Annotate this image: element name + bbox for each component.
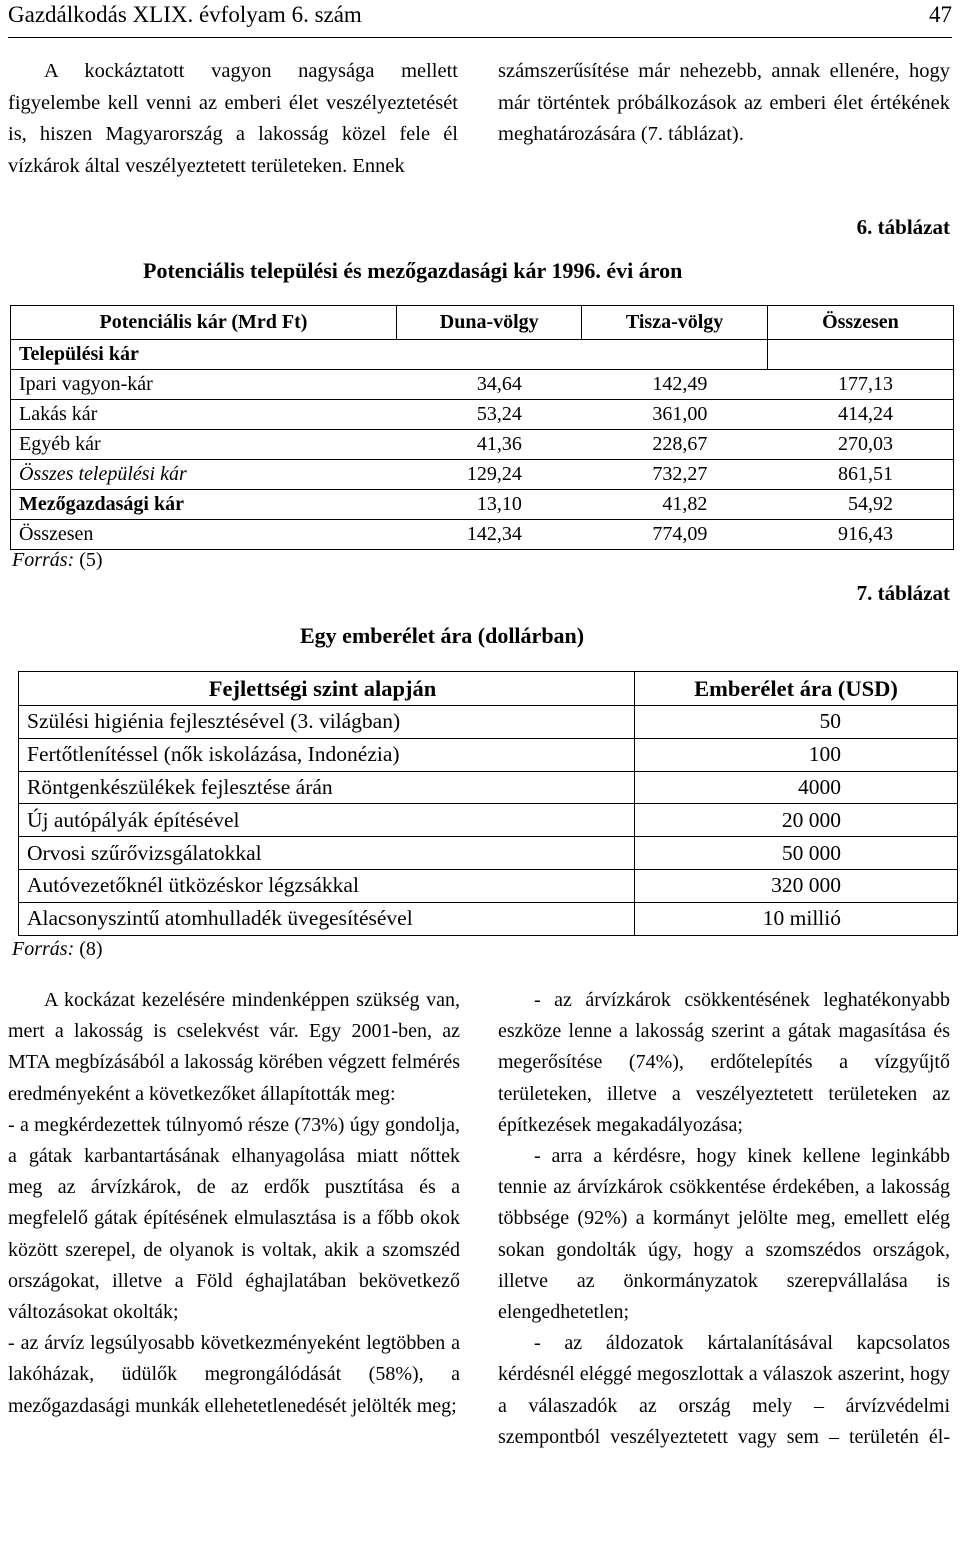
table7-source <box>12 938 103 961</box>
cell-tisza: 732,27 <box>582 460 767 490</box>
table6-source <box>12 549 103 572</box>
cell-duna: 41,36 <box>397 430 582 460</box>
source-label: Forrás: <box>12 549 75 571</box>
row-label: Alacsonyszintű atomhulladék üvegesítésével <box>19 902 635 935</box>
cell-duna: 53,24 <box>397 400 582 430</box>
row-label: Összesen <box>19 523 94 545</box>
row-label: Autóvezetőknél ütközéskor légzsákkal <box>19 869 635 902</box>
cell-value: 20 000 <box>635 804 958 837</box>
paragraph: - az árvíz legsúlyosabb következményeként legtöbben a lakóházak, üdülők megrongálódását (58%), a mezőgazdasági munkák ellehetetlenedését jelölték meg; <box>8 1332 460 1417</box>
paragraph: - az áldozatok kártalanításával kapcsolatos kérdésnél eléggé megoszlottak a válaszok aszerint, hogy a válaszadók az ország mely – árvízvédelmi szempontból veszélyeztetett vagy sem – területén él- <box>498 1332 950 1448</box>
row-label: Összes települési kár <box>11 460 397 490</box>
row-label: Fertőtlenítéssel (nők iskolázása, Indonézia) <box>19 738 635 771</box>
cell-value: 4000 <box>635 771 958 804</box>
col-header: Összesen <box>767 306 953 340</box>
source-label: Forrás: <box>12 938 75 960</box>
top-right-column <box>498 56 950 151</box>
life-value-table <box>18 671 958 936</box>
section-row <box>11 340 954 370</box>
table-row <box>11 400 954 430</box>
row-label: Orvosi szűrővizsgálatokkal <box>19 837 635 870</box>
cell-value: 50 000 <box>635 837 958 870</box>
paragraph: A kockáztatott vagyon nagysága mellett figyelembe kell venni az emberi élet veszélyeztetését is, hiszen Magyarország a lakosság közel fele él vízkárok által veszélyeztetett területeken. Ennek <box>8 60 458 177</box>
paragraph: számszerűsítése már nehezebb, annak ellenére, hogy már történtek próbálkozások az emberi élet értékének meghatározására (7. táblázat). <box>498 60 950 145</box>
cell-total: 270,03 <box>767 430 953 460</box>
table7-label: 7. táblázat <box>856 581 950 605</box>
table-header-row <box>19 672 958 706</box>
page-number: 47 <box>929 2 952 27</box>
table-row <box>19 902 958 935</box>
cell-duna: 129,24 <box>397 460 582 490</box>
cell-tisza: 361,00 <box>582 400 767 430</box>
table6-label: 6. táblázat <box>856 215 950 239</box>
table-row <box>11 520 954 550</box>
cell-total: 177,13 <box>767 370 953 400</box>
top-left-column <box>8 56 458 182</box>
paragraph: - a megkérdezettek túlnyomó része (73%) úgy gondolja, a gátak karbantartásának elhanyagolása miatt nőttek meg az árvízkárok, de az erdők pusztítása és a megfelelő gátak építésének elmulasztása is a főbb okok között szerepel, de olyanok is voltak, akik a szomszéd országokat, illetve a Föld éghajlatában bekövetkező változásokat okolták; <box>8 1113 460 1324</box>
paragraph: - arra a kérdésre, hogy kinek kellene leginkább tennie az árvízkárok csökkentése érdekében, a lakosság többsége (92%) a kormányt jelölte meg, emellett elég sokan gondolták úgy, hogy a szomszédos országok, illetve az önkormányzatok szerepvállalása is elengedhetetlen; <box>498 1145 950 1324</box>
cell-value: 10 millió <box>635 902 958 935</box>
paragraph: - az árvízkárok csökkentésének leghatékonyabb eszköze lenne a lakosság szerint a gátak magasítása és megerősítése (74%), erdőtelepítés a vízgyűjtő területeken, illetve a veszélyeztetett területeken az építkezések megakadályozása; <box>498 989 950 1136</box>
table-row <box>19 706 958 739</box>
col-header: Potenciális kár (Mrd Ft) <box>11 306 397 340</box>
journal-title: Gazdálkodás XLIX. évfolyam 6. szám <box>8 2 362 27</box>
cell-tisza: 41,82 <box>582 490 767 520</box>
cell-duna: 34,64 <box>397 370 582 400</box>
table-row <box>19 837 958 870</box>
row-label: Szülési higiénia fejlesztésével (3. világban) <box>19 706 635 739</box>
bottom-right-column <box>498 985 950 1453</box>
table7-title: Egy emberélet ára (dollárban) <box>300 623 585 648</box>
cell-value: 100 <box>635 738 958 771</box>
page-header <box>8 0 952 38</box>
row-label: Új autópályák építésével <box>19 804 635 837</box>
source-ref: (5) <box>79 549 103 571</box>
row-label: Lakás kár <box>11 400 397 430</box>
cell-total: 861,51 <box>767 460 953 490</box>
row-label: Egyéb kár <box>11 430 397 460</box>
cell-total: 54,92 <box>767 490 953 520</box>
cell-tisza: 142,49 <box>582 370 767 400</box>
paragraph: A kockázat kezelésére mindenképpen szükség van, mert a lakosság is cselekvést vár. Egy 2001-ben, az MTA megbízásából a lakosság körében végzett felmérés eredményeként a következőket állapították meg: <box>8 989 460 1105</box>
col-header: Emberélet ára (USD) <box>635 672 958 706</box>
cell-total: 414,24 <box>767 400 953 430</box>
row-label: Mezőgazdasági kár <box>11 490 397 520</box>
table-row <box>11 430 954 460</box>
table6-title: Potenciális települési és mezőgazdasági kár 1996. évi áron <box>143 258 683 283</box>
source-ref: (8) <box>79 938 103 960</box>
row-label: Ipari vagyon-kár <box>11 370 397 400</box>
cell-duna: 142,34 <box>466 523 522 545</box>
section-label: Települési kár <box>11 340 768 370</box>
col-header: Fejlettségi szint alapján <box>19 672 635 706</box>
cell-tisza: 774,09 <box>652 523 708 545</box>
table-row <box>11 460 954 490</box>
row-label: Röntgenkészülékek fejlesztése árán <box>19 771 635 804</box>
damage-table <box>10 305 954 550</box>
cell-duna: 13,10 <box>397 490 582 520</box>
cell-tisza: 228,67 <box>582 430 767 460</box>
col-header: Tisza-völgy <box>582 306 767 340</box>
table-row <box>19 771 958 804</box>
col-header: Duna-völgy <box>397 306 582 340</box>
table-row <box>11 370 954 400</box>
cell-total: 916,43 <box>838 523 893 545</box>
cell-value: 50 <box>635 706 958 739</box>
cell-value: 320 000 <box>635 869 958 902</box>
table-header-row <box>11 306 954 340</box>
table-row <box>11 490 954 520</box>
table-row <box>19 804 958 837</box>
table-row <box>19 738 958 771</box>
bottom-left-column <box>8 985 460 1422</box>
table-row <box>19 869 958 902</box>
